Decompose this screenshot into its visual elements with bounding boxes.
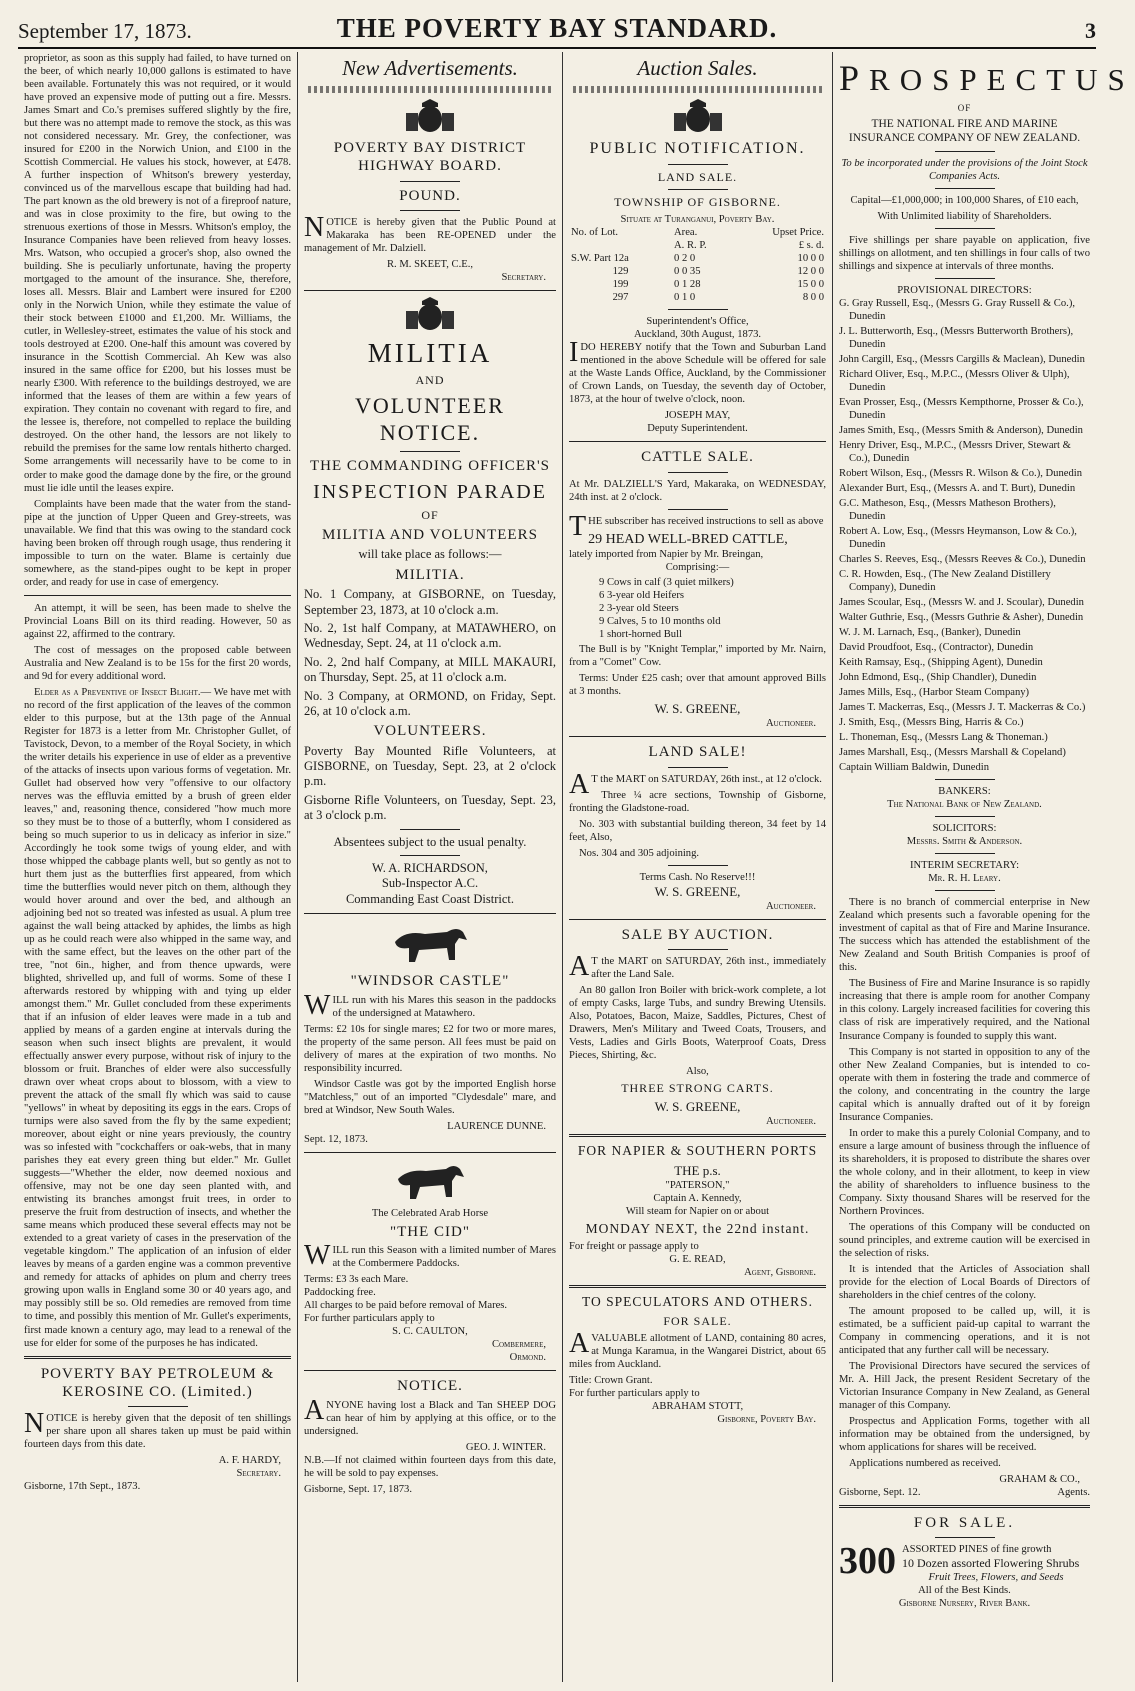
landsale-terms: Terms Cash. No Reserve!!! xyxy=(639,871,756,883)
divider xyxy=(304,1152,556,1153)
table-row xyxy=(569,291,826,304)
table-cell: 0 1 28 xyxy=(674,279,701,291)
director-item: Captain William Baldwin, Dunedin xyxy=(839,762,990,774)
militia-h1: MILITIA xyxy=(367,338,493,369)
director-item: Henry Driver, Esq., M.P.C., (Messrs Driver, Stewart & Co.), Dunedin xyxy=(839,439,1071,464)
prospectus-incorporation: To be incorporated under the provisions of the Joint Stock Companies Acts. xyxy=(841,157,1088,182)
divider xyxy=(935,278,995,279)
cid-apply: For further particulars apply to xyxy=(304,1313,435,1325)
pound-text: NOTICE is hereby given that the Public Pound at Makaraka has been RE-OPENED under the management of Mr. Dalziell. xyxy=(304,212,556,255)
table-cell: £ s. d. xyxy=(798,240,824,252)
pound-role: Secretary. xyxy=(501,272,546,284)
table-cell: 15 0 0 xyxy=(797,279,824,291)
nursery-forsale: FOR SALE. xyxy=(913,1515,1016,1532)
divider xyxy=(839,1505,1090,1508)
divider xyxy=(668,509,728,510)
horse-icon xyxy=(385,920,475,968)
directors-heading: PROVISIONAL DIRECTORS: xyxy=(897,284,1032,296)
table-cell: 0 1 0 xyxy=(674,292,696,304)
director-item: James Mills, Esq., (Harbor Steam Company) xyxy=(839,687,1030,699)
napier-day: MONDAY NEXT, the 22nd instant. xyxy=(585,1220,810,1236)
prospectus-sigplace: Gisborne, Sept. 12. xyxy=(839,1487,921,1499)
divider xyxy=(400,210,460,211)
cid-charges: All charges to be paid before removal of Mares. xyxy=(304,1300,508,1312)
cattle-text: THE subscriber has received instructions to sell as above xyxy=(569,510,824,542)
divider xyxy=(668,189,728,190)
militia-h4: THE COMMANDING OFFICER'S xyxy=(309,458,551,475)
divider xyxy=(569,1285,826,1288)
list-item: 9 Cows in calf (3 quiet milkers) xyxy=(599,576,734,588)
elder-text: We have met with no record of the first application of the leaves of the common elder to this purpose, but at the 13th page of the Annual Register for 1873 is a letter from Mr. Christopher Gullet, of Tavistock, Devon, to a member of the Royal Society, in which the writer details his experience in use of elder as a preventive of the attacks of insects upon various forms of vegetation. Mr. Gullet had observed how very "offensive to our olfactory nerves was the effluvia emitted by a brush of green elder leaves," and, reasoning thence, considered "how much more so they must be to those of a butterfly, whom I considered as being so much superior to us in delicacy as inferior in size." Accordingly he took some twigs of young elder, and with those whipped the cabbage plants well, but so gently as not to hurt them just as the butterflies first appeared, from which time the butterflies would never pitch on them, although they would hover around and over the bed, and although an adjoining bed not so treated was infested as usual. A plum tree against the wall being attacked by aphides, the limbs as high up as he could reach were also whipped in the same way, and with the same effect, but the leaves on the other part of the tree, "not 6in., higher, and from thence upwards, were blighted, shrivelled up, and full of worms. Some of these I afterwards restored by whipping with and tying up elder amongst them." Mr. Gullet concluded from these experiments that if an infusion of elder leaves were made in a tub and applied by means of a garden engine at intervals during the season when such insect blights are prevalent, it would effectually answer every purpose, without risk of injury to the blossom or fruit. Branches of elder were also successfully drawn over wheat crops about to blossom, with a view to prevent the attack of the small fly which was said to cause "yellows" in wheat by depositing its eggs in the ears. Crops of turnips were also saved from the fly by the same expedient; moreover, about eight or nine years previously, the country was so infested with "cockchaffers or oak-webs, that in many parishes they eat every green thing but elder." Mr. Gullet suggests—"Whether the elder, now deemed noxious and offensive, may not be one day seen planted with, and entwisting its branches amongst fruit trees, in order to preserve the fruit from destruction of insects, and whether the same means which produced these several effects may not be extended to a great variety of cases in the preservation of the vegetable kingdom." The application of an infusion of elder leaves by means of a garden engine was a common preventive and remedy for attacks of aphides on plum and cherry trees growing upon walls in England some 30 or 40 years ago, and may possibly still be so. Old remedies are removed from time to time, and possibly this mention of Mr. Gullet's experiments, first made known a century ago, may lead to a renewal of the use for elder for some of the purposes he has indicated. xyxy=(24,686,291,1349)
director-item: W. J. M. Larnach, Esq., (Banker), Dunedin xyxy=(839,627,1021,639)
militia-item: No. 2, 1st half Company, at MATAWHERO, on Wednesday, Sept. 24, at 11 o'clock a.m. xyxy=(304,621,556,651)
militia-district: Commanding East Coast District. xyxy=(345,891,515,906)
petroleum-signer: A. F. HARDY, xyxy=(218,1455,281,1467)
landsale-role: Auctioneer. xyxy=(766,900,816,912)
table-header-cell: Upset Price. xyxy=(772,227,824,239)
cid-title: "THE CID" xyxy=(390,1223,470,1240)
divider xyxy=(668,767,728,768)
column-1 xyxy=(18,52,298,1682)
prospectus-body: This Company is not started in opposition to any of the other New Zealand Companies, but is intended to co-operate with them in fostering the trade and commerce of the colony, and concentrating in the country the large capital which is annually drafted out of it by foreign Insurance Companies. xyxy=(839,1046,1090,1123)
director-item: John Edmond, Esq., (Ship Chandler), Dunedin xyxy=(839,672,1037,684)
table-units xyxy=(569,239,826,252)
director-item: Walter Guthrie, Esq., (Messrs Guthrie & Asher), Dunedin xyxy=(839,612,1084,624)
land-lots-table xyxy=(569,226,826,304)
napier-signer: G. E. READ, xyxy=(669,1254,726,1266)
landsale-l2: No. 303 with substantial building thereon, 34 feet by 14 feet, Also, xyxy=(569,818,826,843)
land-h1: PUBLIC NOTIFICATION. xyxy=(589,139,806,157)
prospectus-body: There is no branch of commercial enterprise in New Zealand which presents such a favorable opening for the investment of capital as that of Fire and Marine Insurance. The success which has attended the establishment of the New Zealand and South British Companies is proof of this. xyxy=(839,897,1090,974)
table-cell: 8 0 0 xyxy=(802,292,824,304)
land-office-date: Auckland, 30th August, 1873. xyxy=(633,329,762,341)
divider xyxy=(400,855,460,856)
spec-role: Gisborne, Poverty Bay. xyxy=(717,1413,816,1425)
land-situate: Situate at Turanganui, Poverty Bay. xyxy=(620,214,775,225)
prospectus-signer: GRAHAM & CO., xyxy=(999,1474,1080,1485)
cattle-signer: W. S. GREENE, xyxy=(654,701,741,717)
director-item: Robert Wilson, Esq., (Messrs R. Wilson & Co.), Dunedin xyxy=(839,467,1082,479)
prospectus-sigline xyxy=(839,1486,1090,1499)
list-item: 1 short-horned Bull xyxy=(599,629,682,641)
militia-signer: W. A. RICHARDSON, xyxy=(372,860,488,875)
land-h3: TOWNSHIP OF GISBORNE. xyxy=(614,195,781,210)
ad-sale-by-auction xyxy=(569,926,826,1128)
table-cell: 297 xyxy=(612,292,629,304)
spec-sub: FOR SALE. xyxy=(663,1313,732,1328)
militia-h6: OF xyxy=(421,508,439,523)
nursery-best: All of the Best Kinds. xyxy=(918,1585,1011,1597)
table-cell: S.W. Part 12a xyxy=(571,253,629,265)
auction-body: An 80 gallon Iron Boiler with brick-work complete, a lot of empty Casks, large Tubs, and sundry Brewing Utensils. Also, Potatoes, Bacon, Maize, Saddles, Pictures, Chest of Drawers, Men's Military and Tweed Coats, Trousers, and Vests, Ladies and Girls Boots, Waterproof Coats, Dress Pieces, Shirting, &c. xyxy=(569,985,826,1062)
director-item: J. Smith, Esq., (Messrs Bing, Harris & Co.) xyxy=(839,717,1024,729)
page-number: 3 xyxy=(1085,18,1096,43)
director-item: G. Gray Russell, Esq., (Messrs G. Gray Russell & Co.), Dunedin xyxy=(839,297,1075,322)
militia-item: No. 1 Company, at GISBORNE, on Tuesday, September 23, 1873, at 10 o'clock a.m. xyxy=(304,587,556,617)
divider xyxy=(935,890,995,891)
divider xyxy=(569,1134,826,1137)
ad-pound xyxy=(304,139,556,284)
napier-title: FOR NAPIER & SOUTHERN PORTS xyxy=(577,1143,818,1158)
divider xyxy=(400,181,460,182)
napier-role: Agent, Gisborne. xyxy=(744,1267,816,1279)
elder-heading: Elder as a Preventive of Insect Blight.— xyxy=(34,686,212,698)
prospectus-body: The amount proposed to be called up, will, it is estimated, be a sufficient paid-up capital to warrant the Company in commencing operations, and it is not anticipated that any further call will be necessary. xyxy=(839,1305,1090,1356)
director-item: Keith Ramsay, Esq., (Shipping Agent), Dunedin xyxy=(839,657,1043,669)
wavy-rule xyxy=(573,86,822,93)
prospectus-of: OF xyxy=(957,103,972,114)
divider xyxy=(668,865,728,866)
pound-title: POUND. xyxy=(399,187,461,204)
article-elder xyxy=(24,686,291,1350)
notice-date: Gisborne, Sept. 17, 1873. xyxy=(304,1483,412,1495)
divider xyxy=(668,164,728,165)
landsale-signer: W. S. GREENE, xyxy=(654,883,741,899)
windsor-title: "WINDSOR CASTLE" xyxy=(350,973,510,990)
divider xyxy=(569,919,826,920)
cattle-import: lately imported from Napier by Mr. Breingan, xyxy=(569,548,764,560)
page-columns xyxy=(18,52,1135,1682)
landsale-l3: Nos. 304 and 305 adjoining. xyxy=(579,847,700,859)
prospectus-title: PROSPECTUS xyxy=(839,58,1135,98)
auction-signer: W. S. GREENE, xyxy=(654,1099,741,1114)
table-header-cell: No. of Lot. xyxy=(571,227,619,239)
prospectus-capital: Capital—£1,000,000; in 100,000 Shares, of £10 each, xyxy=(850,194,1079,206)
cid-text: WILL run this Season with a limited number of Mares at the Combermere Paddocks. xyxy=(304,1240,556,1272)
director-item: C. R. Howden, Esq., (The New Zealand Distillery Company), Dunedin xyxy=(839,569,1051,594)
prospectus-body: Prospectus and Application Forms, together with all information may be obtained from the undersigned, by whom applications for shares will be received. xyxy=(839,1415,1090,1453)
prospectus-body: The Provisional Directors have secured the services of Mr. A. Hill Jack, the present Resident Secretary of the Victorian Insurance Company in New Zealand, as General manager of this Company. xyxy=(839,1360,1090,1411)
militia-h5: INSPECTION PARADE xyxy=(313,480,547,503)
directors-list xyxy=(839,297,1090,775)
director-item: John Cargill, Esq., (Messrs Cargills & Maclean), Dunedin xyxy=(839,353,1085,365)
nursery-fruit: Fruit Trees, Flowers, and Seeds xyxy=(928,1572,1064,1584)
spec-text: AVALUABLE allotment of LAND, containing 80 acres, at Munga Karamua, in the Wangarei District, about 65 miles from Auckland. xyxy=(569,1327,826,1370)
cid-caption: The Celebrated Arab Horse xyxy=(371,1207,489,1219)
newspaper-title: THE POVERTY BAY STANDARD. xyxy=(336,13,778,43)
article-loans-bill: An attempt, it will be seen, has been made to shelve the Provincial Loans Bill on its third reading. However, 50 as against 22, affirmed to the contrary. xyxy=(24,602,291,640)
nursery-shrubs: 10 Dozen assorted Flowering Shrubs xyxy=(902,1556,1080,1571)
divider xyxy=(935,151,995,152)
militia-absent: Absentees subject to the usual penalty. xyxy=(333,834,527,849)
ad-windsor-castle xyxy=(304,972,556,1146)
divider xyxy=(304,913,556,914)
militia-h2: AND xyxy=(415,373,445,388)
ad-petroleum xyxy=(24,1365,291,1494)
napier-apply: For freight or passage apply to xyxy=(569,1241,699,1253)
napier-the: THE p.s. xyxy=(674,1162,721,1178)
cattle-where: At Mr. DALZIELL'S Yard, Makaraka, on WEDNESDAY, 24th inst. at 2 o'clock. xyxy=(569,478,826,503)
column-2 xyxy=(298,52,563,1682)
article-fire: proprietor, as soon as this supply had failed, to have turned on the beer, of which nearly 10,000 gallons is estimated to have been available. Fortunately this was not required, or it would have proved an expensive mode of putting out a fire. Messrs. James Smart and Co.'s premises suffered slightly by the fire, but there was no attempt made to remove the stock, as this was not considered necessary. Mr. Grey, the confectioner, was insured for £200 in the Norwich Union, and £100 in the Scottish Commercial. He values his stock, however, at £478. A further inspection of Whitson's brewery yesterday, convinced us of the marvellous escape that building had had. The part known as the old brewery is not of a fireproof nature, and was in close proximity to the fire, but owing to the strenuous exertions of those in Messrs. Whitson's employ, the Insurance Companies have been relieved from heavy losses. Mrs. Watson, who occupied a grocer's shop, also owned the building. She is peculiarly unfortunate, having the property mortgaged to the amount of the insurance. She, therefore, loses all. Messrs. Blair and Lambert were insured for £200 only in the Norwich Union, while they estimate the value of their stock between £1000 and £1,200. Mr. Williams, the cutler, in Wellesley-street, estimates the value of his stock and tools destroyed at £200. One-half this amount was covered by insurance in the Scottish Commercial. Ah Kew was also insured in the same office for £200, but his losses must be nearly £300. With reference to the buildings destroyed, we are informed that the leases of them are within a few years of expiration. They contain no covenant with regard to fire, and the lessee is, therefore, not compelled to replace the building destroyed. On the other hand, the lessors are not likely to rebuild the premises for the same low rentals hitherto charged. Some arrangements will necessarily have to be come to in order to make good the damage done by the fire, or the ground must lie idle until the leases expire. xyxy=(24,53,291,494)
cattle-title: CATTLE SALE. xyxy=(641,449,754,466)
windsor-signer: LAURENCE DUNNE. xyxy=(447,1120,546,1132)
prospectus-liability: With Unlimited liability of Shareholders. xyxy=(877,210,1052,222)
bankers-heading: BANKERS: xyxy=(938,786,991,798)
prospectus-body: The operations of this Company will be conducted on sound principles, and extreme caution will be exercised in the selection of risks. xyxy=(839,1221,1090,1259)
cattle-role: Auctioneer. xyxy=(766,718,816,730)
table-cell: 12 0 0 xyxy=(797,266,824,278)
land-signer: JOSEPH MAY, xyxy=(664,410,731,422)
notice-nb: N.B.—If not claimed within fourteen days from this date, he will be sold to pay expenses. xyxy=(304,1454,556,1479)
ad-land-sale-notification xyxy=(569,139,826,435)
napier-ship: "PATERSON," xyxy=(665,1179,730,1191)
divider xyxy=(569,736,826,737)
table-cell: 199 xyxy=(612,279,629,291)
divider xyxy=(668,949,728,950)
article-cable: The cost of messages on the proposed cable between Australia and New Zealand is to be 15s for the first 20 words, and 9d for every additional word. xyxy=(24,644,291,682)
notice-signer: GEO. J. WINTER. xyxy=(465,1441,546,1453)
prospectus-shillings: Five shillings per share payable on application, five shillings on allotment, and ten shillings in four calls of two shillings and sixpence at intervals of three months. xyxy=(839,234,1090,272)
secretary: Mr. R. H. Leary. xyxy=(928,873,1001,885)
pines-text: ASSORTED PINES of fine growth xyxy=(902,1544,1052,1556)
table-cell: 129 xyxy=(612,266,629,278)
prospectus-body: The Business of Fire and Marine Insurance is so rapidly increasing that there is ample room for another Company in this colony. Largely increased facilities for covering this class of risk are imperatively required, and the National Insurance Company is founded to supply this want. xyxy=(839,978,1090,1042)
windsor-terms: Terms: £2 10s for single mares; £2 for two or more mares, the property of the same person. All fees must be paid on delivery of mares at the expiration of two months. No responsibility incurred. xyxy=(304,1023,556,1074)
cid-terms: Terms: £3 3s each Mare. xyxy=(304,1274,409,1286)
militia-item: No. 3 Company, at ORMOND, on Friday, Sept. 26, at 10 o'clock a.m. xyxy=(304,688,556,718)
auction-role: Auctioneer. xyxy=(766,1115,816,1127)
divider xyxy=(128,1406,188,1407)
ad-napier xyxy=(569,1143,826,1279)
ad-land-sale xyxy=(569,743,826,913)
director-item: G.C. Matheson, Esq., (Messrs Matheson Brothers), Dunedin xyxy=(839,497,1056,522)
ad-militia xyxy=(304,337,556,907)
cattle-head: 29 HEAD WELL-BRED CATTLE, xyxy=(588,531,788,547)
director-item: Charles S. Reeves, Esq., (Messrs Reeves & Co.), Dunedin xyxy=(839,554,1086,566)
table-cell: 10 0 0 xyxy=(797,253,824,265)
cattle-list xyxy=(599,576,826,641)
wavy-rule xyxy=(308,86,552,93)
petroleum-role: Secretary. xyxy=(236,1468,281,1480)
divider xyxy=(668,309,728,310)
ad-cattle-sale xyxy=(569,448,826,730)
table-header xyxy=(569,226,826,239)
royal-crest-icon xyxy=(400,297,460,333)
table-row xyxy=(569,278,826,291)
table-header-cell: Area. xyxy=(674,227,698,239)
auction-carts: THREE STRONG CARTS. xyxy=(621,1081,774,1096)
petroleum-date: Gisborne, 17th Sept., 1873. xyxy=(24,1481,141,1493)
divider xyxy=(569,441,826,442)
director-item: James Marshall, Esq., (Messrs Marshall & Copeland) xyxy=(839,747,1066,759)
issue-date: September 17, 1873. xyxy=(18,19,192,43)
spec-title-line: Title: Crown Grant. xyxy=(569,1374,653,1386)
divider xyxy=(24,595,291,596)
ad-the-cid xyxy=(304,1207,556,1365)
divider xyxy=(304,290,556,291)
director-item: Robert A. Low, Esq., (Messrs Heymanson, Low & Co.), Dunedin xyxy=(839,525,1077,550)
director-item: L. Thoneman, Esq., (Messrs Lang & Thoneman.) xyxy=(839,732,1048,744)
cid-paddock: Paddocking free. xyxy=(304,1287,376,1299)
section-auction-sales: Auction Sales. xyxy=(637,56,758,80)
director-item: Evan Prosser, Esq., (Messrs Kempthorne, Prosser & Co.), Dunedin xyxy=(839,396,1084,421)
cattle-terms: Terms: Under £25 cash; over that amount approved Bills at 3 months. xyxy=(569,673,826,698)
cid-place: Combermere, xyxy=(491,1339,546,1351)
divider xyxy=(400,829,460,830)
ad-nursery xyxy=(839,1514,1090,1610)
director-item: James Scoular, Esq., (Messrs W. and J. Scoular), Dunedin xyxy=(839,597,1084,609)
solicitors-heading: SOLICITORS: xyxy=(932,823,997,835)
militia-h3: VOLUNTEER NOTICE. xyxy=(355,393,505,446)
table-row xyxy=(569,252,826,265)
prospectus-company: THE NATIONAL FIRE AND MARINE INSURANCE COMPANY OF NEW ZEALAND. xyxy=(848,118,1081,145)
petroleum-text: NOTICE is hereby given that the deposit of ten shillings per share upon all shares taken up must be paid within fourteen days from this date. xyxy=(24,1408,291,1451)
table-cell: A. R. P. xyxy=(674,240,707,252)
divider xyxy=(304,1370,556,1371)
list-item: 6 3-year old Heifers xyxy=(599,590,685,601)
pound-signer: R. M. SKEET, C.E., xyxy=(386,259,474,271)
land-office: Superintendent's Office, xyxy=(646,316,749,328)
section-new-advertisements: New Advertisements. xyxy=(342,56,518,80)
director-item: James Smith, Esq., (Messrs Smith & Anderson), Dunedin xyxy=(839,424,1083,436)
petroleum-title: POVERTY BAY PETROLEUM & KEROSINE CO. (Limited.) xyxy=(40,1365,275,1400)
director-item: Alexander Burt, Esq., (Messrs A. and T. Burt), Dunedin xyxy=(839,482,1076,494)
divider xyxy=(935,853,995,854)
volunteer-item: Gisborne Rifle Volunteers, on Tuesday, Sept. 23, at 3 o'clock p.m. xyxy=(304,792,556,823)
militia-sub1: MILITIA. xyxy=(395,566,465,583)
militia-intro: will take place as follows:— xyxy=(358,547,502,562)
prospectus-sigrole: Agents. xyxy=(1057,1487,1090,1499)
horse-icon xyxy=(390,1159,470,1203)
notice-title: NOTICE. xyxy=(397,1378,463,1395)
table-cell: 0 2 0 xyxy=(674,253,696,265)
auction-title: SALE BY AUCTION. xyxy=(621,926,774,943)
divider xyxy=(935,228,995,229)
cid-place: Ormond. xyxy=(509,1352,546,1364)
cattle-bull: The Bull is by "Knight Templar," imported by Mr. Nairn, from a "Comet" Cow. xyxy=(569,644,826,669)
column-3 xyxy=(563,52,833,1682)
table-cell: 0 0 35 xyxy=(674,266,701,278)
list-item: 9 Calves, 5 to 10 months old xyxy=(599,616,721,628)
cid-signer: S. C. CAULTON, xyxy=(392,1326,468,1338)
solicitors: Messrs. Smith & Anderson. xyxy=(906,836,1023,848)
land-text: IDO HEREBY notify that the Town and Suburban Land mentioned in the above Schedule will be offered for sale at the Waste Lands Office, Auckland, by the Commissioner of Crown Lands, on Tuesday, the seventh day of October, 1873, at the hour of twelve o'clock, noon. xyxy=(569,337,826,406)
napier-steam: Will steam for Napier on or about xyxy=(625,1205,770,1217)
secretary-heading: INTERIM SECRETARY: xyxy=(909,860,1020,872)
prospectus-body: Applications numbered as received. xyxy=(849,1457,1001,1469)
spec-signer: ABRAHAM STOTT, xyxy=(651,1400,744,1412)
divider xyxy=(935,1537,995,1538)
landsale-text: AT the MART on SATURDAY, 26th inst., at 12 o'clock. xyxy=(569,768,822,800)
royal-crest-icon xyxy=(668,99,728,135)
prospectus-body: It is intended that the Articles of Association shall provide for the election of Local Boards of Directors of shareholders in the chief centres of the colony. xyxy=(839,1263,1090,1301)
landsale-title: LAND SALE! xyxy=(648,744,747,761)
table-row xyxy=(569,265,826,278)
land-h2: LAND SALE. xyxy=(657,169,738,184)
militia-item: No. 2, 2nd half Company, at MILL MAKAURI, on Thursday, Sept. 25, at 11 o'clock a.m. xyxy=(304,654,556,685)
windsor-text: WILL run with his Mares this season in the paddocks of the undersigned at Matawhero. xyxy=(304,989,556,1021)
pound-board: POVERTY BAY DISTRICT HIGHWAY BOARD. xyxy=(333,139,527,175)
prospectus-body: In order to make this a purely Colonial Company, and to ensure a large amount of business through the influence of its shareholders, it is proposed to distribute the shares over the whole colony, and in their allotment, to keep in view the ability of shareholders to influence business to the Company. Sixty thousand Shares will be reserved for the Northern Provinces. xyxy=(839,1127,1090,1217)
windsor-pedigree: Windsor Castle was got by the imported English horse "Matchless," out of an imported "Clydesdale" mare, and bred at Windsor, New South Wales. xyxy=(304,1078,556,1116)
nursery-name: Gisborne Nursery, River Bank. xyxy=(898,1598,1031,1610)
divider xyxy=(935,816,995,817)
napier-captain: Captain A. Kennedy, xyxy=(653,1192,742,1204)
divider xyxy=(935,779,995,780)
windsor-date: Sept. 12, 1873. xyxy=(304,1133,368,1145)
ad-speculators xyxy=(569,1294,826,1425)
column-4 xyxy=(833,52,1135,1682)
divider xyxy=(400,451,460,452)
divider xyxy=(668,472,728,473)
director-item: James T. Mackerras, Esq., (Messrs J. T. Mackerras & Co.) xyxy=(839,702,1086,714)
auction-also: Also, xyxy=(686,1066,709,1078)
notice-text: ANYONE having lost a Black and Tan SHEEP DOG can hear of him by applying at this office, or to the undersigned. xyxy=(304,1394,556,1437)
masthead xyxy=(18,8,1096,49)
spec-title: TO SPECULATORS AND OTHERS. xyxy=(581,1294,814,1310)
militia-sub2: VOLUNTEERS. xyxy=(373,723,487,740)
militia-h7: MILITIA AND VOLUNTEERS xyxy=(322,527,538,544)
cattle-comprising: Comprising:— xyxy=(665,561,730,573)
director-item: J. L. Butterworth, Esq., (Messrs Butterworth Brothers), Dunedin xyxy=(839,325,1074,350)
director-item: Richard Oliver, Esq., M.P.C., (Messrs Oliver & Ulph), Dunedin xyxy=(839,368,1070,393)
spec-apply: For further particulars apply to xyxy=(569,1387,700,1399)
list-item: 2 3-year old Steers xyxy=(599,603,679,615)
auction-text: AT the MART on SATURDAY, 26th inst., immediately after the Land Sale. xyxy=(569,951,826,983)
divider xyxy=(24,1356,291,1359)
bankers: The National Bank of New Zealand. xyxy=(887,799,1042,811)
volunteer-item: Poverty Bay Mounted Rifle Volunteers, at GISBORNE, on Tuesday, Sept. 23, at 2 o'clock p.m. xyxy=(304,743,556,789)
divider xyxy=(935,188,995,189)
royal-crest-icon xyxy=(400,99,460,135)
land-role: Deputy Superintendent. xyxy=(647,423,748,435)
article-standpipe: Complaints have been made that the water from the stand-pipe at the junction of Upper Queen and Grey-streets, was unavailable. We find that this was owing to the standard cock having been broken off through rough usage, thus rendering it impossible to turn on the water. Blame is certainly due somewhere, as the stand-pipes ought to be kept in proper order, and ready for use in case of emergency. xyxy=(24,498,291,588)
pines-count: 300 xyxy=(839,1540,896,1583)
landsale-l1: Three ¼ acre sections, Township of Gisborne, fronting the Gladstone-road. xyxy=(569,789,826,814)
table-cell xyxy=(569,239,672,252)
ad-notice-dog xyxy=(304,1377,556,1496)
director-item: David Proudfoot, Esq., (Contractor), Dunedin xyxy=(839,642,1034,654)
militia-role: Sub-Inspector A.C. xyxy=(381,876,479,891)
